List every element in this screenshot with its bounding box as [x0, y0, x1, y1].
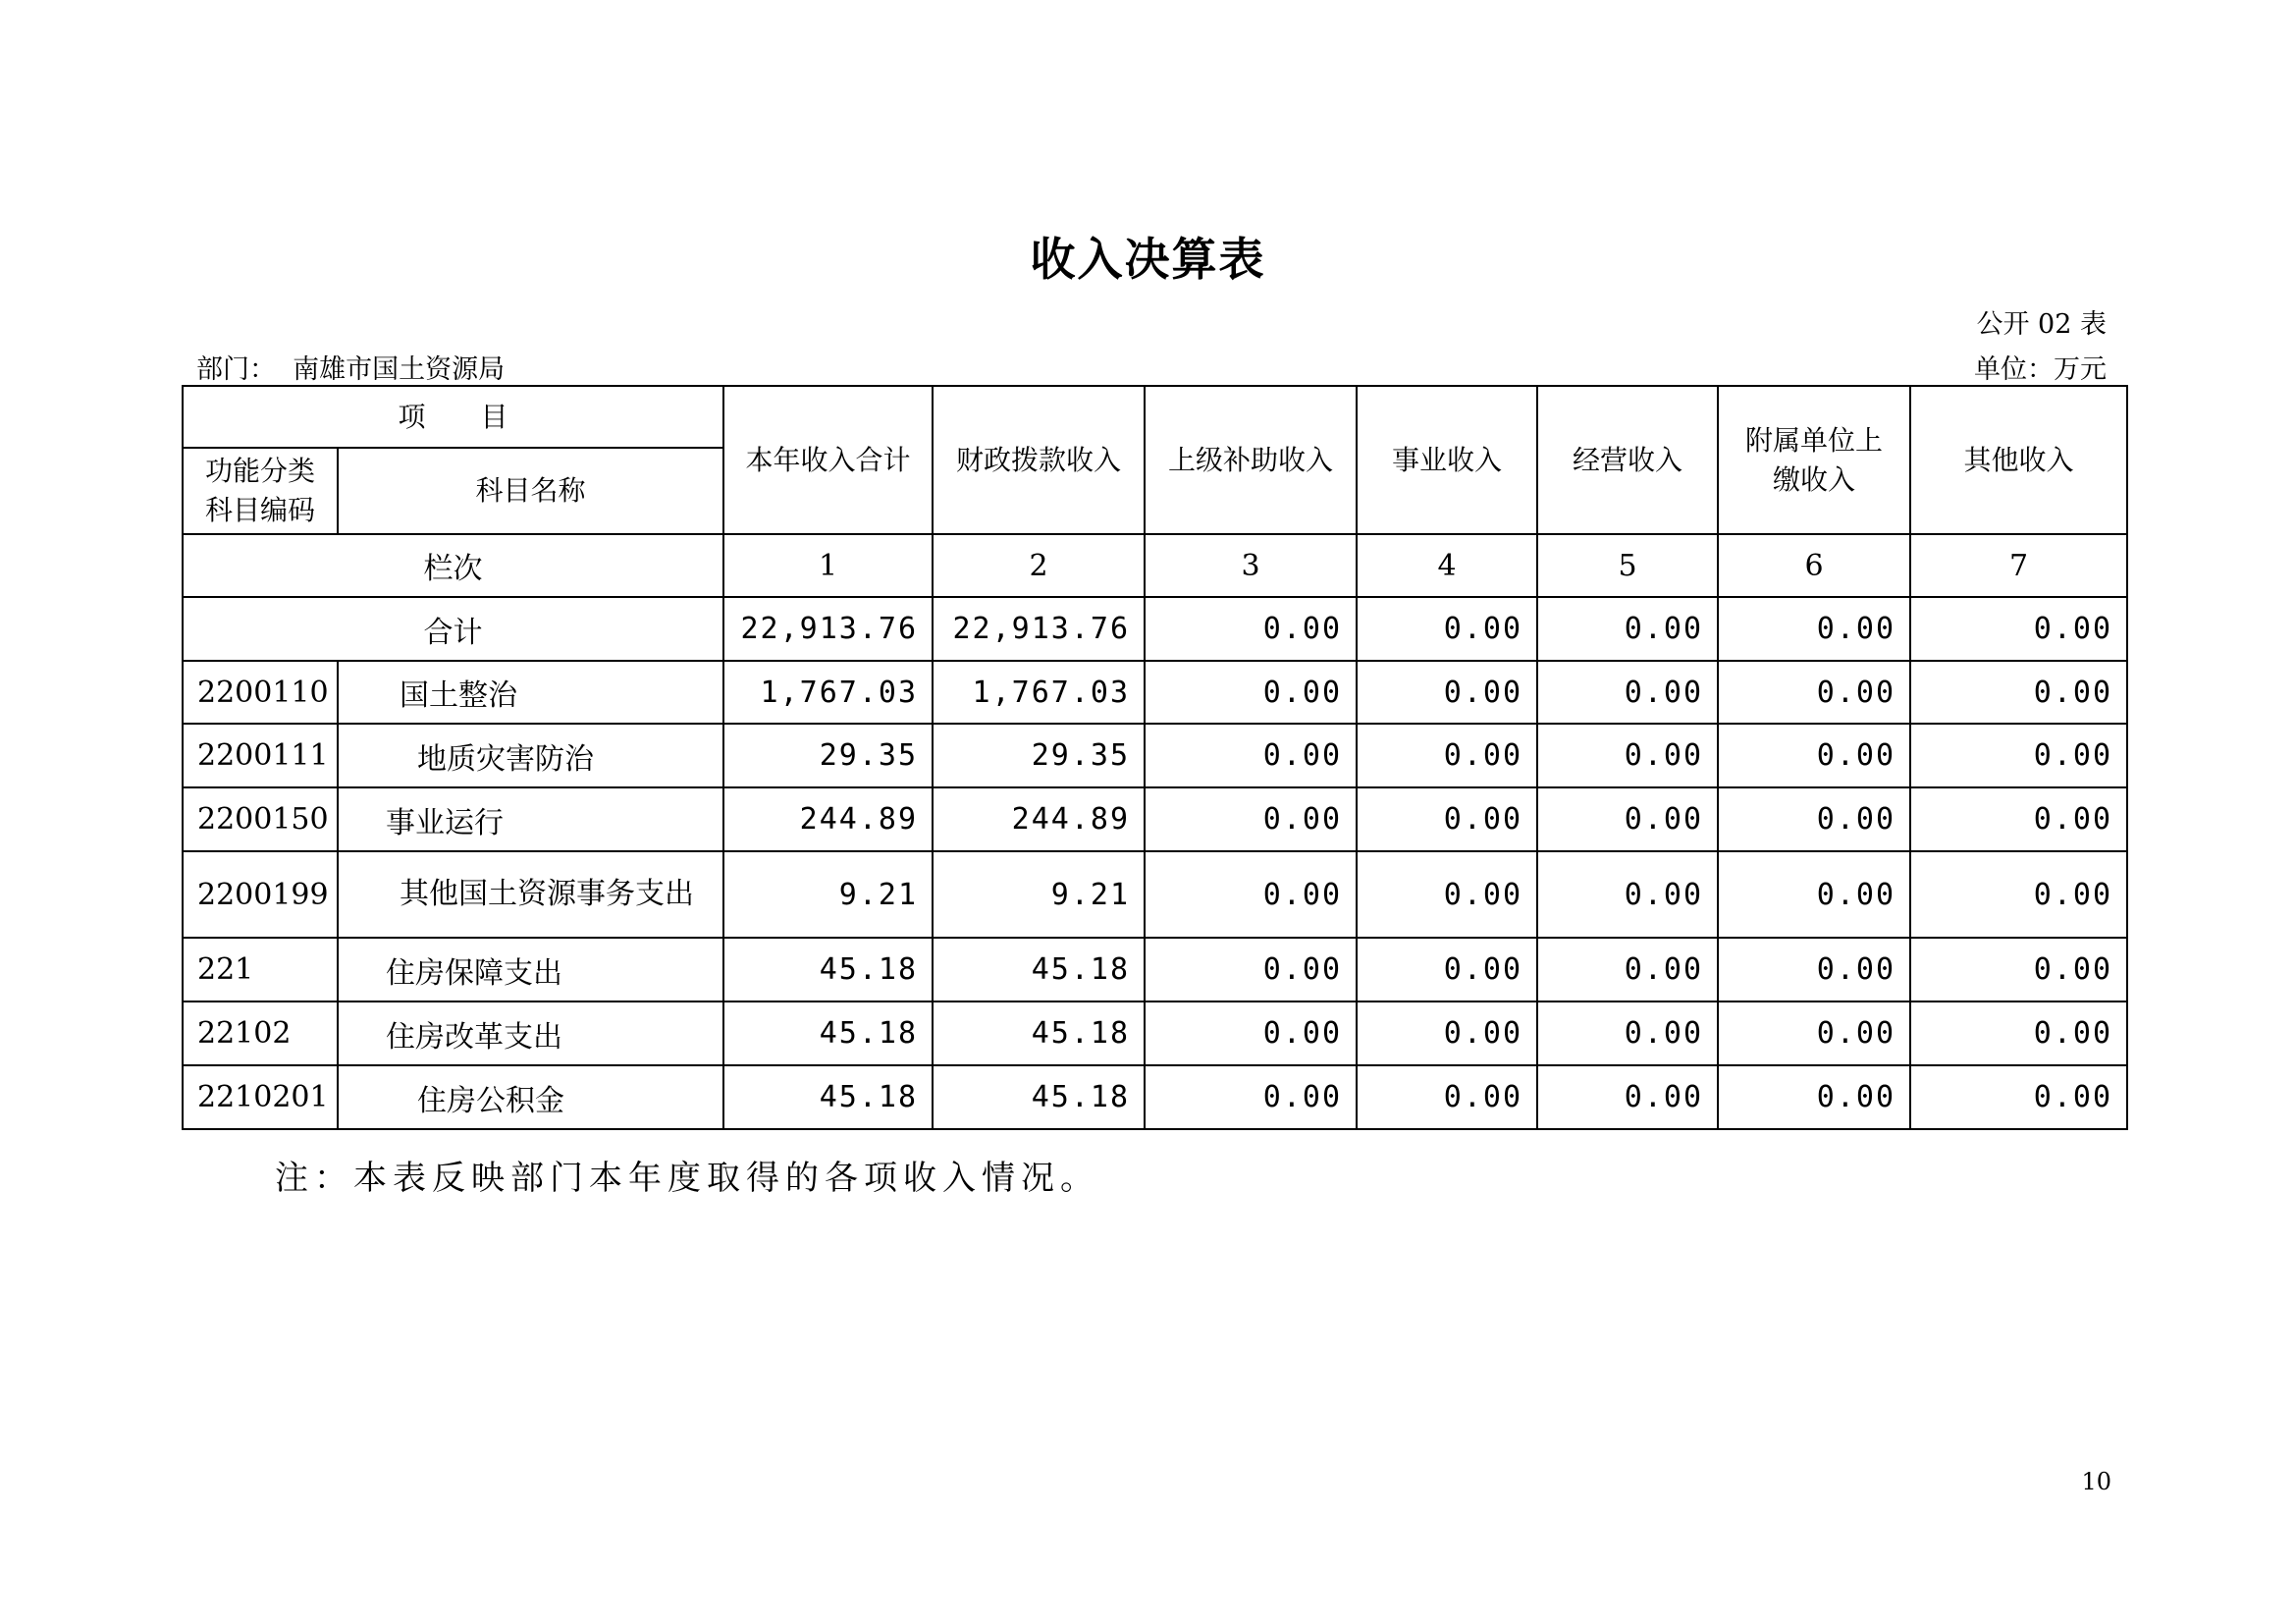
- value-cell: 45.18: [933, 938, 1145, 1001]
- func-code-cell: 2200111: [183, 724, 338, 787]
- func-code-cell: 22102: [183, 1001, 338, 1065]
- func-code-cell: 2200110: [183, 661, 338, 724]
- header-col1: 本年收入合计: [723, 386, 933, 534]
- value-cell: 0.00: [1537, 1001, 1718, 1065]
- subject-name-cell: 事业运行: [338, 787, 723, 851]
- index-row: [183, 534, 2127, 597]
- value-cell: 0.00: [1357, 1065, 1537, 1129]
- value-cell: 0.00: [1537, 597, 1718, 661]
- income-table: [182, 385, 2128, 1130]
- index-cell: 4: [1357, 534, 1537, 597]
- value-cell: 45.18: [723, 938, 933, 1001]
- value-cell: 0.00: [1537, 724, 1718, 787]
- subject-name-cell: 住房公积金: [338, 1065, 723, 1129]
- subject-name-cell: 住房改革支出: [338, 1001, 723, 1065]
- value-cell: 22,913.76: [933, 597, 1145, 661]
- value-cell: 45.18: [723, 1001, 933, 1065]
- value-cell: 0.00: [1145, 597, 1357, 661]
- value-cell: 29.35: [723, 724, 933, 787]
- value-cell: 0.00: [1357, 661, 1537, 724]
- value-cell: 0.00: [1357, 1001, 1537, 1065]
- subject-name-cell: [338, 851, 723, 938]
- total-row: [183, 597, 2127, 661]
- department-label: 部门：: [196, 354, 276, 385]
- value-cell: 0.00: [1357, 938, 1537, 1001]
- value-cell: 45.18: [933, 1001, 1145, 1065]
- value-cell: 0.00: [1537, 851, 1718, 938]
- header-col7: 其他收入: [1910, 386, 2127, 534]
- value-cell: 9.21: [723, 851, 933, 938]
- value-cell: 1,767.03: [723, 661, 933, 724]
- table-row: [183, 1065, 2127, 1129]
- value-cell: 9.21: [933, 851, 1145, 938]
- value-cell: 0.00: [1145, 1001, 1357, 1065]
- func-code-cell: 2200199: [183, 851, 338, 938]
- header-row-1: [183, 386, 2127, 448]
- index-cell: 5: [1537, 534, 1718, 597]
- subject-name-cell: 地质灾害防治: [338, 724, 723, 787]
- header-item: 项 目: [183, 386, 723, 448]
- header-col2: 财政拨款收入: [933, 386, 1145, 534]
- index-cell: 7: [1910, 534, 2127, 597]
- form-number: 公开 02 表: [1976, 309, 2107, 340]
- page-number: 10: [2081, 1468, 2111, 1495]
- value-cell: 0.00: [1145, 787, 1357, 851]
- total-label: 合计: [183, 597, 723, 661]
- department-name: 南雄市国土资源局: [293, 354, 506, 385]
- value-cell: 0.00: [1145, 851, 1357, 938]
- value-cell: 45.18: [933, 1065, 1145, 1129]
- value-cell: 0.00: [1357, 851, 1537, 938]
- subject-name-cell: 住房保障支出: [338, 938, 723, 1001]
- value-cell: 0.00: [1718, 1001, 1910, 1065]
- value-cell: 0.00: [1537, 787, 1718, 851]
- value-cell: 0.00: [1718, 787, 1910, 851]
- value-cell: 0.00: [1145, 1065, 1357, 1129]
- value-cell: 45.18: [723, 1065, 933, 1129]
- value-cell: 0.00: [1910, 597, 2127, 661]
- value-cell: 0.00: [1357, 724, 1537, 787]
- index-cell: 6: [1718, 534, 1910, 597]
- index-cell: 1: [723, 534, 933, 597]
- table-note: 注：本表反映部门本年度取得的各项收入情况。: [275, 1159, 1099, 1198]
- value-cell: 0.00: [1910, 787, 2127, 851]
- func-code-cell: 2200150: [183, 787, 338, 851]
- value-cell: 0.00: [1910, 1065, 2127, 1129]
- value-cell: 0.00: [1145, 724, 1357, 787]
- index-cell: 2: [933, 534, 1145, 597]
- value-cell: 0.00: [1910, 661, 2127, 724]
- value-cell: 0.00: [1910, 724, 2127, 787]
- subject-name-text: 其他国土资源事务支出: [400, 877, 694, 911]
- header-func-code: 功能分类科目编码: [183, 448, 338, 534]
- table-row: [183, 661, 2127, 724]
- header-subject-name: 科目名称: [338, 448, 723, 534]
- header-col5: 经营收入: [1537, 386, 1718, 534]
- value-cell: 0.00: [1537, 1065, 1718, 1129]
- value-cell: 22,913.76: [723, 597, 933, 661]
- table-row: [183, 851, 2127, 938]
- table-row: [183, 938, 2127, 1001]
- value-cell: 1,767.03: [933, 661, 1145, 724]
- unit-label: 单位：万元: [1974, 354, 2107, 385]
- value-cell: 0.00: [1718, 597, 1910, 661]
- index-label: 栏次: [183, 534, 723, 597]
- value-cell: 0.00: [1718, 724, 1910, 787]
- func-code-cell: 221: [183, 938, 338, 1001]
- index-cell: 3: [1145, 534, 1357, 597]
- value-cell: 0.00: [1357, 787, 1537, 851]
- value-cell: 0.00: [1718, 661, 1910, 724]
- table-row: [183, 724, 2127, 787]
- value-cell: 0.00: [1537, 661, 1718, 724]
- page-title: 收入决算表: [1030, 233, 1266, 286]
- value-cell: 0.00: [1357, 597, 1537, 661]
- table-row: [183, 1001, 2127, 1065]
- value-cell: 0.00: [1718, 938, 1910, 1001]
- subject-name-cell: 国土整治: [338, 661, 723, 724]
- department-line: [196, 348, 505, 386]
- value-cell: 0.00: [1718, 1065, 1910, 1129]
- table-row: [183, 787, 2127, 851]
- value-cell: 244.89: [723, 787, 933, 851]
- value-cell: 0.00: [1910, 938, 2127, 1001]
- header-col3: 上级补助收入: [1145, 386, 1357, 534]
- header-col4: 事业收入: [1357, 386, 1537, 534]
- value-cell: 0.00: [1145, 938, 1357, 1001]
- value-cell: 0.00: [1718, 851, 1910, 938]
- value-cell: 0.00: [1145, 661, 1357, 724]
- value-cell: 0.00: [1910, 851, 2127, 938]
- value-cell: 0.00: [1910, 1001, 2127, 1065]
- func-code-cell: 2210201: [183, 1065, 338, 1129]
- header-col6: 附属单位上缴收入: [1718, 386, 1910, 534]
- value-cell: 244.89: [933, 787, 1145, 851]
- value-cell: 0.00: [1537, 938, 1718, 1001]
- value-cell: 29.35: [933, 724, 1145, 787]
